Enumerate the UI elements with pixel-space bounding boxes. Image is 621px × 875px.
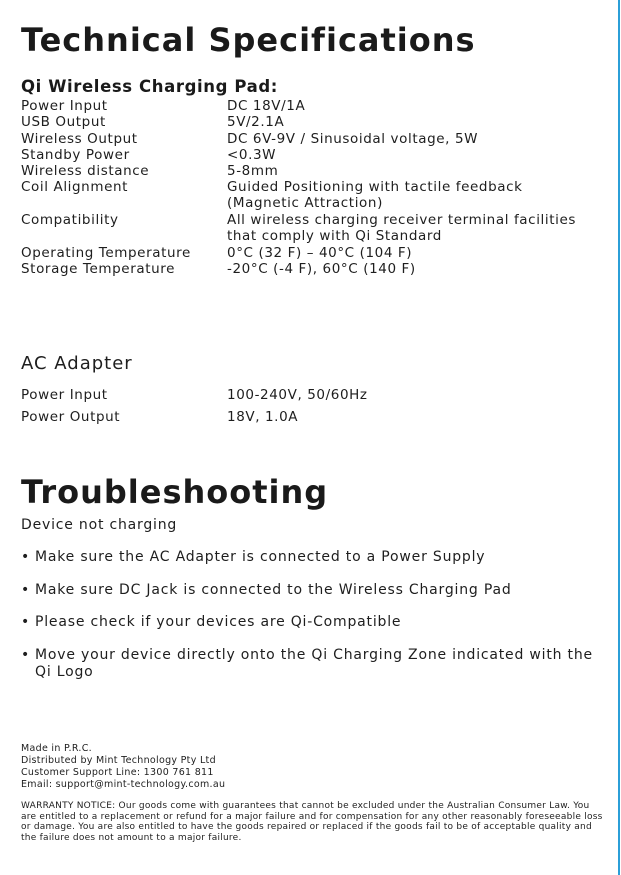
spec-value-continued: that comply with Qi Standard bbox=[227, 228, 442, 244]
bullet-symbol: • bbox=[21, 647, 31, 663]
warranty-notice: WARRANTY NOTICE: Our goods come with guarantees that cannot be excluded under the Australian Consumer Law. You are entitled to a replacement or refund for a major failure and for compensation for any other reasonably foreseeable loss or damage. You are also entitled to have the goods repaired or replaced if the goods fail to be of acceptable quality and the failure does not amount to a major failure. bbox=[21, 801, 603, 843]
distributor: Distributed by Mint Technology Pty Ltd bbox=[21, 755, 216, 766]
qi-charging-pad-heading: Qi Wireless Charging Pad: bbox=[21, 77, 278, 96]
bullet-symbol: • bbox=[21, 582, 31, 598]
spec-value: <0.3W bbox=[227, 147, 277, 163]
support-line: Customer Support Line: 1300 761 811 bbox=[21, 767, 214, 778]
spec-value: -20°C (-4 F), 60°C (140 F) bbox=[227, 261, 416, 277]
issue-heading: Device not charging bbox=[21, 517, 178, 533]
right-edge-line bbox=[618, 0, 620, 875]
troubleshooting-bullet bbox=[21, 582, 611, 599]
technical-specifications-title: Technical Specifications bbox=[21, 21, 476, 59]
spec-value: 5V/2.1A bbox=[227, 114, 285, 130]
ac-adapter-heading: AC Adapter bbox=[21, 353, 133, 374]
spec-label: Wireless Output bbox=[21, 131, 138, 147]
spec-label: Coil Alignment bbox=[21, 179, 129, 195]
bullet-symbol: • bbox=[21, 549, 31, 565]
spec-value: 0°C (32 F) – 40°C (104 F) bbox=[227, 245, 413, 261]
spec-value-continued: (Magnetic Attraction) bbox=[227, 195, 383, 211]
spec-label: USB Output bbox=[21, 114, 106, 130]
troubleshooting-bullet bbox=[21, 647, 611, 680]
spec-label: Storage Temperature bbox=[21, 261, 176, 277]
troubleshooting-bullet bbox=[21, 549, 611, 566]
spec-value: 18V, 1.0A bbox=[227, 409, 299, 425]
spec-label: Wireless distance bbox=[21, 163, 150, 179]
bullet-text: Move your device directly onto the Qi Charging Zone indicated with the Qi Logo bbox=[35, 647, 593, 680]
spec-value: DC 6V-9V / Sinusoidal voltage, 5W bbox=[227, 131, 479, 147]
bullet-text: Make sure the AC Adapter is connected to a Power Supply bbox=[35, 549, 486, 565]
spec-label: Power Output bbox=[21, 409, 121, 425]
troubleshooting-title: Troubleshooting bbox=[21, 473, 329, 511]
spec-value: 5-8mm bbox=[227, 163, 279, 179]
bullet-text: Make sure DC Jack is connected to the Wireless Charging Pad bbox=[35, 582, 512, 598]
spec-label: Compatibility bbox=[21, 212, 119, 228]
troubleshooting-bullet bbox=[21, 614, 611, 631]
bullet-symbol: • bbox=[21, 614, 31, 630]
made-in: Made in P.R.C. bbox=[21, 743, 92, 754]
spec-label: Operating Temperature bbox=[21, 245, 191, 261]
spec-value: All wireless charging receiver terminal facilities bbox=[227, 212, 577, 228]
spec-label: Standby Power bbox=[21, 147, 130, 163]
spec-value: Guided Positioning with tactile feedback bbox=[227, 179, 523, 195]
spec-label: Power Input bbox=[21, 387, 108, 403]
spec-label: Power Input bbox=[21, 98, 108, 114]
support-email: Email: support@mint-technology.com.au bbox=[21, 779, 226, 790]
spec-value: 100-240V, 50/60Hz bbox=[227, 387, 368, 403]
bullet-text: Please check if your devices are Qi-Compatible bbox=[35, 614, 402, 630]
spec-value: DC 18V/1A bbox=[227, 98, 306, 114]
